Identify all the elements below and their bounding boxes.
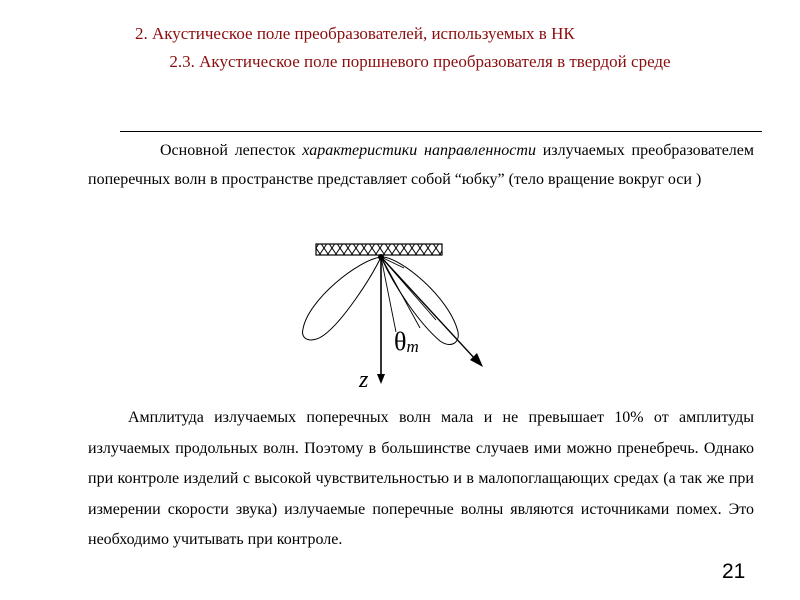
z-axis-label: z [359, 367, 369, 390]
page-number: 21 [722, 560, 746, 583]
transducer-plate [316, 244, 442, 255]
left-lobe [303, 257, 381, 340]
directivity-diagram [300, 236, 500, 390]
paragraph-1 [88, 136, 754, 194]
z-axis-arrowhead [377, 374, 385, 384]
lobe-ray-1 [381, 257, 396, 332]
divider-line [120, 131, 762, 132]
theta-symbol: θ [394, 327, 407, 356]
paragraph-2: Амплитуда излучаемых поперечных волн мала и не превышает 10% от амплитуды излучаемых продольных волн. Поэтому в большинстве случаев ими можно пренебречь. Однако при контроле изделий с высокой чувствительностью и в малопоглащающих средах (а так же при измерении скорости звука) излучаемые поперечные волны являются источниками помех. Это необходимо учитывать при контроле. [88, 409, 754, 548]
theta-m-label [394, 327, 419, 356]
subsection-heading: 2.3. Акустическое поле поршневого преобразователя в твердой среде [169, 52, 671, 71]
theta-subscript: m [406, 337, 419, 356]
section-heading: 2. Акустическое поле преобразователей, используемых в НК [135, 24, 575, 43]
origin-point [378, 254, 384, 260]
paragraph-1-text-after: излучаемых преобразователем поперечных волн в пространстве представляет собой “юбку” (тело вращение вокруг оси ) [88, 142, 755, 188]
paragraph-1-text-before: Основной лепесток [160, 142, 303, 159]
paragraph-1-italic-term: характеристики направленности [302, 142, 536, 159]
